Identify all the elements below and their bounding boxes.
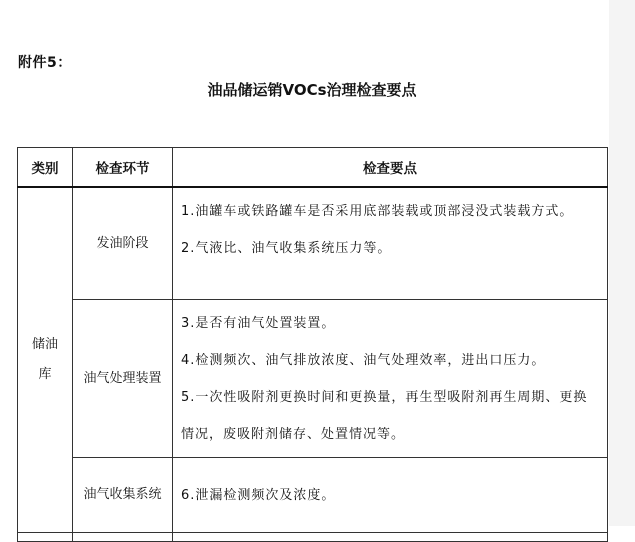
header-points: 检查要点: [173, 148, 608, 188]
stage-label: 油气收集系统: [83, 487, 162, 502]
inspection-table: [17, 147, 608, 542]
table-row: [18, 187, 608, 300]
stage-cell: [73, 458, 173, 533]
stage-label: 发油阶段: [96, 235, 149, 251]
header-category: 类别: [18, 148, 73, 188]
attachment-label: 附件5：: [18, 55, 72, 71]
table-row: [18, 300, 608, 458]
category-cell: [18, 187, 73, 533]
points-cell: [173, 458, 608, 533]
stage-label: 油气处理装置: [83, 370, 162, 386]
category-label: 储油库: [31, 337, 58, 382]
points-cell: [173, 187, 608, 300]
table-row: [18, 458, 608, 533]
check-point: 3.是否有油气处置装置。: [181, 316, 336, 331]
points-cell: [173, 300, 608, 458]
document-title: 油品储运销VOCs治理检查要点: [207, 81, 417, 99]
stage-cell: [73, 300, 173, 458]
check-point: 2.气液比、油气收集系统压力等。: [181, 241, 392, 256]
check-point: 5.一次性吸附剂更换时间和更换量，再生型吸附剂再生周期、更换情况，废吸附剂储存、处置情况等。: [181, 390, 588, 442]
check-point: 6.泄漏检测频次及浓度。: [181, 488, 336, 503]
stage-cell: [73, 187, 173, 300]
header-stage: 检查环节: [73, 148, 173, 188]
table-header-row: [18, 148, 608, 188]
table-row-cut-off: [18, 533, 608, 542]
check-point: 4.检测频次、油气排放浓度、油气处理效率，进出口压力。: [181, 353, 546, 368]
check-point: 1.油罐车或铁路罐车是否采用底部装载或顶部浸没式装载方式。: [181, 204, 574, 219]
